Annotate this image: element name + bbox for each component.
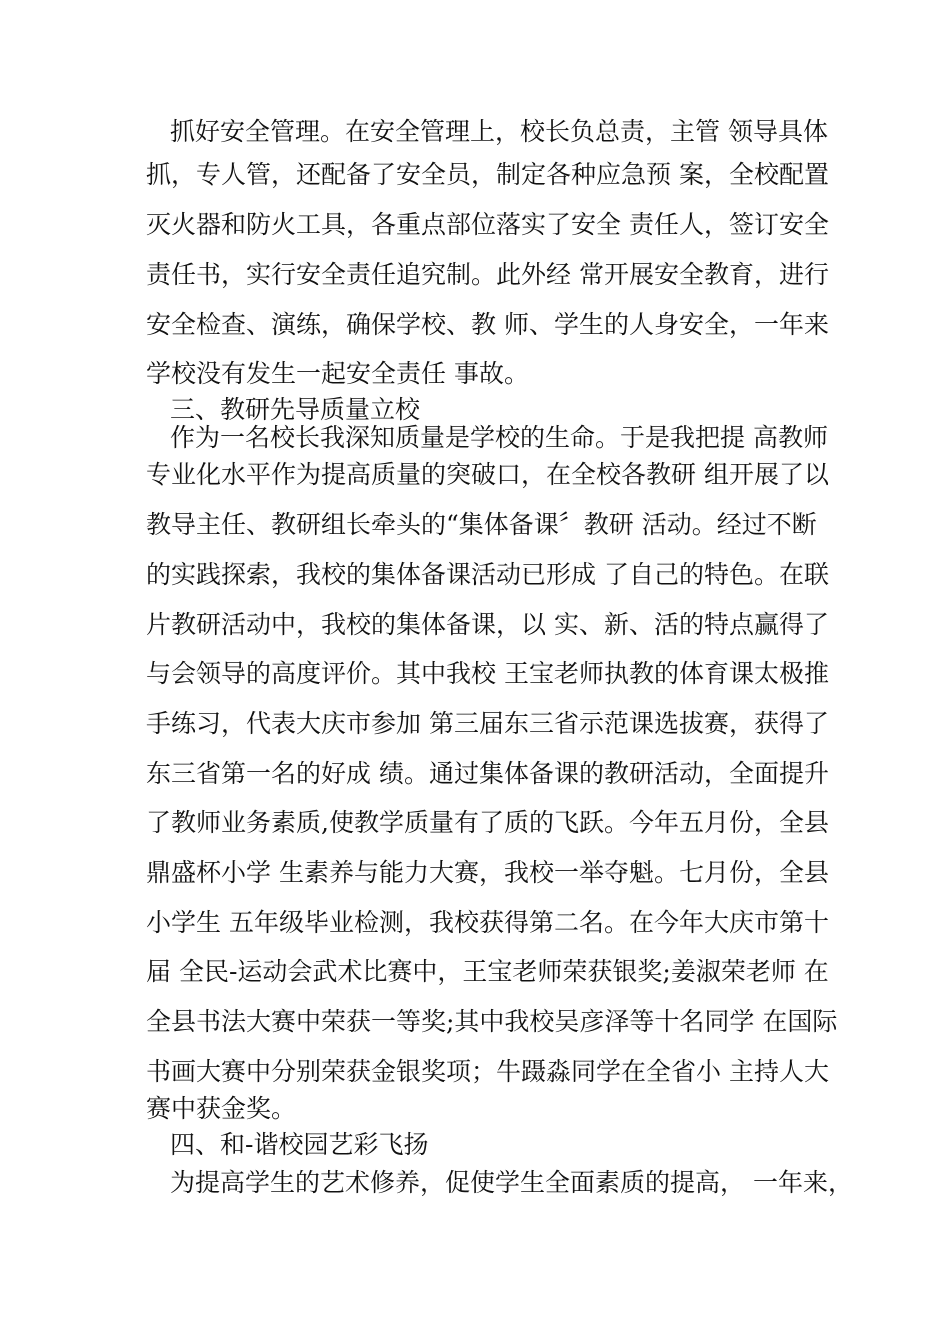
paragraph-research-line-8: 东三省第一名的好成 绩。通过集体备课的教研活动，全面提升 (146, 759, 829, 788)
paragraph-research-line-12: 届 全民-运动会武术比赛中，王宝老师荣获银奖;姜淑荣老师 在 (146, 957, 829, 986)
paragraph-research-line-7: 手练习，代表大庆市参加 第三届东三省示范课选拔赛，获得了 (146, 709, 829, 738)
paragraph-safety-line-1: 抓好安全管理。在安全管理上，校长负总责，主管 领导具体 (170, 117, 828, 146)
paragraph-research-line-2: 专业化水平作为提高质量的突破口，在全校各教研 组开展了以 (146, 460, 829, 489)
section-heading-4: 四、和-谐校园艺彩飞扬 (170, 1130, 429, 1159)
paragraph-safety-line-5: 安全检查、演练，确保学校、教 师、学生的人身安全，一年来 (146, 310, 829, 339)
paragraph-research-line-11: 小学生 五年级毕业检测，我校获得第二名。在今年大庆市第十 (146, 908, 829, 937)
paragraph-research-line-14: 书画大赛中分别荣获金银奖项；牛蹑淼同学在全省小 主持人大 (146, 1057, 829, 1086)
paragraph-research-line-5: 片教研活动中，我校的集体备课，以 实、新、活的特点赢得了 (146, 610, 829, 639)
paragraph-safety-line-4: 责任书，实行安全责任追究制。此外经 常开展安全教育，进行 (146, 260, 829, 289)
paragraph-research-line-1: 作为一名校长我深知质量是学校的生命。于是我把提 高教师 (170, 423, 828, 452)
paragraph-safety-line-2: 抓，专人管，还配备了安全员，制定各种应急预 案，全校配置 (146, 160, 829, 189)
paragraph-research-line-15: 赛中获金奖。 (146, 1094, 297, 1123)
paragraph-research-line-3: 教导主任、教研组长牵头的“集体备课〞教研 活动。经过不断 (146, 510, 817, 539)
paragraph-research-line-4: 的实践探索，我校的集体备课活动已形成 了自己的特色。在联 (146, 560, 829, 589)
paragraph-safety-line-3: 灭火器和防火工具，各重点部位落实了安全 责任人，签订安全 (146, 210, 829, 239)
paragraph-research-line-10: 鼎盛杯小学 生素养与能力大赛，我校一举夺魁。七月份，全县 (146, 858, 829, 887)
section-heading-3: 三、教研先导质量立校 (170, 395, 421, 424)
paragraph-safety-line-6: 学校没有发生一起安全责任 事故。 (146, 359, 529, 388)
paragraph-research-line-6: 与会领导的高度评价。其中我校 王宝老师执教的体育课太极推 (146, 659, 829, 688)
paragraph-arts-line-1: 为提高学生的艺术修养，促使学生全面素质的提高， 一年来， (170, 1168, 853, 1197)
paragraph-research-line-13: 全县书法大赛中荣获一等奖;其中我校吴彦泽等十名同学 在国际 (146, 1007, 838, 1036)
paragraph-research-line-9: 了教师业务素质,使教学质量有了质的飞跃。今年五月份，全县 (146, 808, 829, 837)
